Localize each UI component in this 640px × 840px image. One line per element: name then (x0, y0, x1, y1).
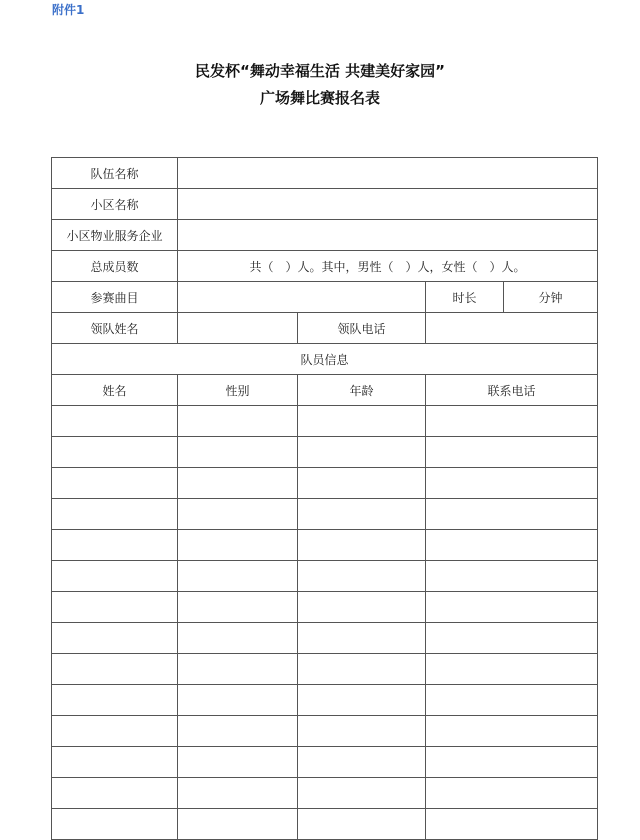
duration-label: 时长 (426, 282, 504, 313)
member-phone-cell[interactable] (426, 406, 598, 437)
member-name-cell[interactable] (52, 468, 178, 499)
member-age-cell[interactable] (298, 685, 426, 716)
member-name-cell[interactable] (52, 685, 178, 716)
registration-form-table (51, 157, 598, 840)
member-age-cell[interactable] (298, 716, 426, 747)
member-gender-cell[interactable] (178, 592, 298, 623)
property-company-label: 小区物业服务企业 (52, 220, 178, 251)
member-row (52, 747, 598, 778)
member-name-cell[interactable] (52, 623, 178, 654)
member-row (52, 561, 598, 592)
member-row (52, 623, 598, 654)
attachment-label: 附件1 (52, 3, 85, 17)
member-row (52, 654, 598, 685)
member-name-header: 姓名 (52, 375, 178, 406)
member-phone-cell[interactable] (426, 778, 598, 809)
member-name-cell[interactable] (52, 530, 178, 561)
member-gender-cell[interactable] (178, 654, 298, 685)
community-row (52, 189, 598, 220)
member-gender-cell[interactable] (178, 406, 298, 437)
member-phone-cell[interactable] (426, 623, 598, 654)
property-company-field[interactable] (178, 220, 598, 251)
member-gender-cell[interactable] (178, 499, 298, 530)
song-field[interactable] (178, 282, 426, 313)
member-header-row (52, 375, 598, 406)
member-gender-cell[interactable] (178, 778, 298, 809)
member-name-cell[interactable] (52, 778, 178, 809)
member-row (52, 809, 598, 840)
leader-name-label: 领队姓名 (52, 313, 178, 344)
member-phone-cell[interactable] (426, 561, 598, 592)
total-members-label: 总成员数 (52, 251, 178, 282)
member-name-cell[interactable] (52, 561, 178, 592)
member-gender-cell[interactable] (178, 747, 298, 778)
member-age-cell[interactable] (298, 468, 426, 499)
community-field[interactable] (178, 189, 598, 220)
member-name-cell[interactable] (52, 437, 178, 468)
member-gender-cell[interactable] (178, 716, 298, 747)
member-gender-cell[interactable] (178, 437, 298, 468)
member-row (52, 592, 598, 623)
member-gender-cell[interactable] (178, 530, 298, 561)
member-phone-cell[interactable] (426, 716, 598, 747)
member-phone-cell[interactable] (426, 499, 598, 530)
member-phone-cell[interactable] (426, 530, 598, 561)
members-section-heading: 队员信息 (52, 344, 598, 375)
member-gender-cell[interactable] (178, 468, 298, 499)
total-members-field[interactable]: 共（ ）人。其中，男性（ ）人，女性（ ）人。 (178, 251, 598, 282)
member-gender-cell[interactable] (178, 623, 298, 654)
team-name-field[interactable] (178, 158, 598, 189)
member-gender-cell[interactable] (178, 685, 298, 716)
total-members-row (52, 251, 598, 282)
member-phone-cell[interactable] (426, 747, 598, 778)
member-age-cell[interactable] (298, 778, 426, 809)
member-age-cell[interactable] (298, 561, 426, 592)
song-row (52, 282, 598, 313)
member-gender-cell[interactable] (178, 809, 298, 840)
community-label: 小区名称 (52, 189, 178, 220)
member-gender-header: 性别 (178, 375, 298, 406)
member-age-cell[interactable] (298, 406, 426, 437)
member-row (52, 437, 598, 468)
song-label: 参赛曲目 (52, 282, 178, 313)
member-phone-cell[interactable] (426, 468, 598, 499)
member-name-cell[interactable] (52, 747, 178, 778)
form-title-line-1: 民发杯“舞动幸福生活 共建美好家园” (195, 62, 445, 80)
form-title-line-2: 广场舞比赛报名表 (259, 89, 380, 107)
member-row (52, 530, 598, 561)
member-age-cell[interactable] (298, 592, 426, 623)
duration-field[interactable]: 分钟 (504, 282, 598, 313)
member-age-cell[interactable] (298, 654, 426, 685)
member-phone-header: 联系电话 (426, 375, 598, 406)
member-name-cell[interactable] (52, 499, 178, 530)
leader-name-field[interactable] (178, 313, 298, 344)
member-name-cell[interactable] (52, 654, 178, 685)
member-age-cell[interactable] (298, 530, 426, 561)
member-name-cell[interactable] (52, 406, 178, 437)
member-phone-cell[interactable] (426, 809, 598, 840)
member-phone-cell[interactable] (426, 592, 598, 623)
member-row (52, 778, 598, 809)
member-name-cell[interactable] (52, 592, 178, 623)
member-phone-cell[interactable] (426, 437, 598, 468)
member-age-cell[interactable] (298, 747, 426, 778)
member-age-header: 年龄 (298, 375, 426, 406)
member-row (52, 499, 598, 530)
members-section-row (52, 344, 598, 375)
member-name-cell[interactable] (52, 716, 178, 747)
leader-row (52, 313, 598, 344)
member-phone-cell[interactable] (426, 654, 598, 685)
leader-phone-field[interactable] (426, 313, 598, 344)
member-age-cell[interactable] (298, 623, 426, 654)
member-row (52, 685, 598, 716)
member-row (52, 468, 598, 499)
member-gender-cell[interactable] (178, 561, 298, 592)
member-rows (52, 406, 598, 840)
team-name-row (52, 158, 598, 189)
member-age-cell[interactable] (298, 437, 426, 468)
member-age-cell[interactable] (298, 809, 426, 840)
team-name-label: 队伍名称 (52, 158, 178, 189)
member-age-cell[interactable] (298, 499, 426, 530)
member-name-cell[interactable] (52, 809, 178, 840)
member-row (52, 406, 598, 437)
member-row (52, 716, 598, 747)
leader-phone-label: 领队电话 (298, 313, 426, 344)
member-phone-cell[interactable] (426, 685, 598, 716)
property-company-row (52, 220, 598, 251)
